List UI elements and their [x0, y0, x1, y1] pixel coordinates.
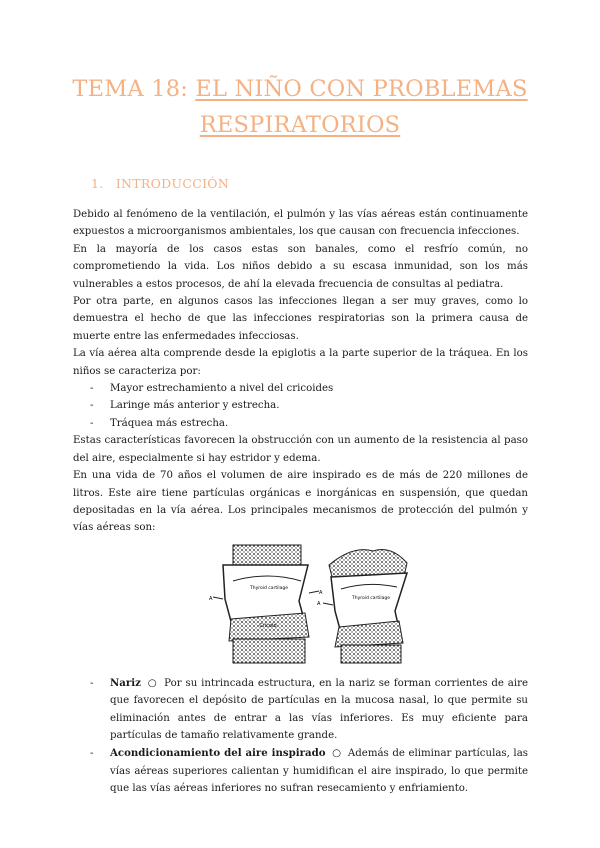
- feature-list: [73, 380, 528, 432]
- document-body: [73, 206, 528, 799]
- mechanism-term: Acondicionamiento del aire inspirado: [110, 747, 326, 760]
- document-title-line-2: [40, 111, 560, 139]
- title-prefix: TEMA 18:: [72, 76, 189, 102]
- left-larynx-drawing: [209, 545, 323, 663]
- left-cricoid-label: Cricoid: [259, 622, 277, 629]
- list-item: - Nariz ○ Por su intrincada estructura, en la nariz se forman corrientes de aire que favorecen el depósito de partículas en la mucosa nasal, lo que permite su eliminación antes de entrar a las vías inferiores. Es muy eficiente para partículas de tamaño relativamente grande.: [90, 676, 528, 741]
- list-item: - Laringe más anterior y estrecha.: [90, 400, 280, 412]
- left-a-label: A: [209, 595, 213, 602]
- mechanism-bullet: ○: [147, 677, 158, 689]
- list-item: - Tráquea más estrecha.: [90, 417, 229, 429]
- paragraph: Estas características favorecen la obstrucción con un aumento de la resistencia al paso del aire, especialmente si hay estridor y edema.: [73, 435, 528, 464]
- section-number: 1.: [91, 176, 104, 191]
- mechanism-text: Además de eliminar partículas, las vías aéreas superiores calientan y humidifican el aire inspirado, lo que permite que las vías aéreas inferiores no sufran resecamiento y enfriamiento.: [110, 748, 528, 795]
- section-label: INTRODUCCIÓN: [115, 176, 230, 191]
- paragraph: En una vida de 70 años el volumen de aire inspirado es de más de 220 millones de litros. Este aire tiene partículas orgánicas e inorgánicas en suspensión, que quedan depositadas en la vía aérea. Los principales mecanismos de protección del pulmón y vías aéreas son:: [73, 470, 528, 534]
- larynx-figure: [73, 541, 528, 665]
- list-item: - Mayor estrechamiento a nivel del cricoides: [90, 383, 334, 395]
- right-a-label: A: [317, 600, 321, 607]
- left-a-label-2: A: [319, 589, 323, 596]
- mechanism-bullet: ○: [332, 748, 342, 760]
- paragraph: Debido al fenómeno de la ventilación, el pulmón y las vías aéreas están continuamente expuestos a microorganismos ambientales, los que causan con frecuencia infecciones.: [73, 209, 528, 238]
- paragraph: En la mayoría de los casos estas son banales, como el resfrío común, no comprometiendo la vida. Los niños debido a su escasa inmunidad, son los más vulnerables a estos procesos, de ahí la elevada frecuencia de consultas al pediatra.: [73, 243, 528, 290]
- right-larynx-drawing: [317, 549, 407, 663]
- mechanism-text: Por su intrincada estructura, en la nariz se forman corrientes de aire que favorecen el depósito de partículas en la mucosa nasal, lo que permite su eliminación antes de entrar a las vías inferiores. Es muy eficiente para partículas de tamaño relativamente grande.: [110, 677, 528, 741]
- paragraph: La vía aérea alta comprende desde la epiglotis a la parte superior de la tráquea. En los niños se caracteriza por:: [73, 348, 528, 377]
- title-text-line-1: EL NIÑO CON PROBLEMAS: [195, 76, 528, 102]
- title-text-line-2: RESPIRATORIOS: [199, 112, 401, 138]
- larynx-illustration: [73, 541, 528, 665]
- mechanism-term: Nariz: [110, 676, 141, 689]
- left-thyroid-label: Thyroid cartilage: [249, 585, 289, 591]
- document-title-line-1: [40, 75, 560, 103]
- list-item: - Acondicionamiento del aire inspirado ○ Además de eliminar partículas, las vías aéreas superiores calientan y humidifican el aire inspirado, lo que permite que las vías aéreas inferiores no sufran resecamiento y enfriamiento.: [90, 747, 528, 795]
- right-thyroid-label: Thyroid cartilage: [351, 595, 391, 601]
- section-heading: [91, 176, 229, 191]
- paragraph: Por otra parte, en algunos casos las infecciones llegan a ser muy graves, como lo demuestra el hecho de que las infecciones respiratorias son la primera causa de muerte entre las enfermedades infecciosas.: [73, 296, 528, 342]
- mechanism-list: [73, 675, 528, 798]
